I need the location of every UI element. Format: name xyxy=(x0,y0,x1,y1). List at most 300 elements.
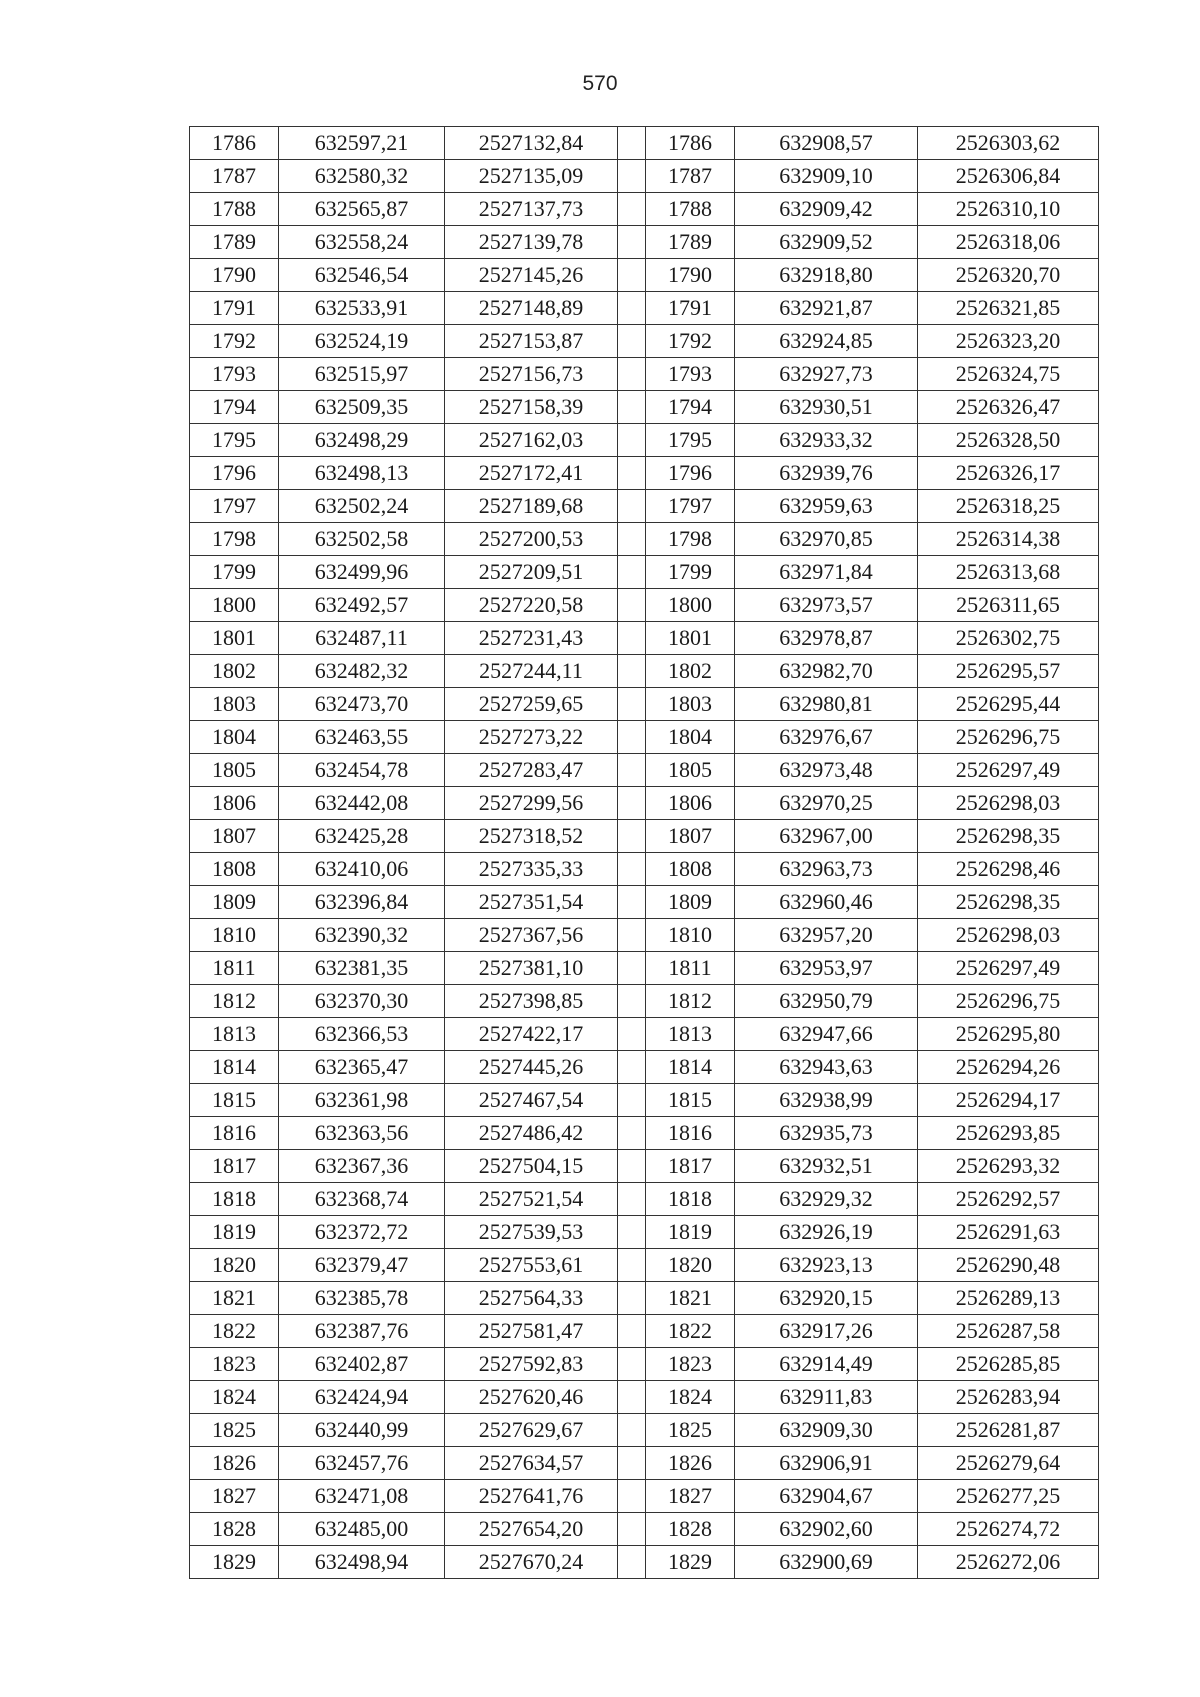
left-x-coordinate-cell: 632387,76 xyxy=(279,1315,445,1348)
separator-cell xyxy=(618,1447,646,1480)
right-point-number-cell: 1810 xyxy=(646,919,735,952)
table-row xyxy=(190,688,1099,721)
separator-cell xyxy=(618,1414,646,1447)
left-point-number-cell: 1815 xyxy=(190,1084,279,1117)
table-row xyxy=(190,985,1099,1018)
right-y-coordinate-cell: 2526285,85 xyxy=(918,1348,1099,1381)
left-x-coordinate-cell: 632515,97 xyxy=(279,358,445,391)
table-row xyxy=(190,787,1099,820)
left-y-coordinate-cell: 2527629,67 xyxy=(445,1414,618,1447)
right-point-number-cell: 1796 xyxy=(646,457,735,490)
left-point-number-cell: 1789 xyxy=(190,226,279,259)
left-y-coordinate-cell: 2527504,15 xyxy=(445,1150,618,1183)
left-x-coordinate-cell: 632381,35 xyxy=(279,952,445,985)
left-point-number-cell: 1804 xyxy=(190,721,279,754)
right-point-number-cell: 1820 xyxy=(646,1249,735,1282)
left-x-coordinate-cell: 632385,78 xyxy=(279,1282,445,1315)
table-row xyxy=(190,1150,1099,1183)
left-x-coordinate-cell: 632361,98 xyxy=(279,1084,445,1117)
table-row xyxy=(190,424,1099,457)
right-x-coordinate-cell: 632902,60 xyxy=(735,1513,918,1546)
right-point-number-cell: 1786 xyxy=(646,127,735,160)
table-row xyxy=(190,391,1099,424)
right-point-number-cell: 1794 xyxy=(646,391,735,424)
left-x-coordinate-cell: 632457,76 xyxy=(279,1447,445,1480)
right-point-number-cell: 1804 xyxy=(646,721,735,754)
table-row xyxy=(190,820,1099,853)
left-y-coordinate-cell: 2527620,46 xyxy=(445,1381,618,1414)
right-point-number-cell: 1797 xyxy=(646,490,735,523)
separator-cell xyxy=(618,919,646,952)
right-y-coordinate-cell: 2526292,57 xyxy=(918,1183,1099,1216)
left-point-number-cell: 1812 xyxy=(190,985,279,1018)
left-x-coordinate-cell: 632524,19 xyxy=(279,325,445,358)
left-point-number-cell: 1808 xyxy=(190,853,279,886)
table-row xyxy=(190,1084,1099,1117)
right-x-coordinate-cell: 632921,87 xyxy=(735,292,918,325)
right-y-coordinate-cell: 2526297,49 xyxy=(918,754,1099,787)
right-x-coordinate-cell: 632959,63 xyxy=(735,490,918,523)
right-x-coordinate-cell: 632933,32 xyxy=(735,424,918,457)
table-row xyxy=(190,1513,1099,1546)
right-y-coordinate-cell: 2526310,10 xyxy=(918,193,1099,226)
left-point-number-cell: 1817 xyxy=(190,1150,279,1183)
left-x-coordinate-cell: 632425,28 xyxy=(279,820,445,853)
right-y-coordinate-cell: 2526295,57 xyxy=(918,655,1099,688)
separator-cell xyxy=(618,523,646,556)
right-point-number-cell: 1792 xyxy=(646,325,735,358)
right-y-coordinate-cell: 2526318,06 xyxy=(918,226,1099,259)
right-x-coordinate-cell: 632935,73 xyxy=(735,1117,918,1150)
table-row xyxy=(190,1414,1099,1447)
table-row xyxy=(190,556,1099,589)
separator-cell xyxy=(618,820,646,853)
separator-cell xyxy=(618,259,646,292)
table-row xyxy=(190,721,1099,754)
left-point-number-cell: 1796 xyxy=(190,457,279,490)
separator-cell xyxy=(618,721,646,754)
left-y-coordinate-cell: 2527172,41 xyxy=(445,457,618,490)
left-point-number-cell: 1823 xyxy=(190,1348,279,1381)
left-point-number-cell: 1829 xyxy=(190,1546,279,1579)
right-x-coordinate-cell: 632950,79 xyxy=(735,985,918,1018)
right-x-coordinate-cell: 632960,46 xyxy=(735,886,918,919)
separator-cell xyxy=(618,1018,646,1051)
right-point-number-cell: 1818 xyxy=(646,1183,735,1216)
left-x-coordinate-cell: 632379,47 xyxy=(279,1249,445,1282)
right-y-coordinate-cell: 2526293,32 xyxy=(918,1150,1099,1183)
left-y-coordinate-cell: 2527283,47 xyxy=(445,754,618,787)
table-row xyxy=(190,193,1099,226)
table-row xyxy=(190,655,1099,688)
left-y-coordinate-cell: 2527581,47 xyxy=(445,1315,618,1348)
right-y-coordinate-cell: 2526298,03 xyxy=(918,787,1099,820)
right-x-coordinate-cell: 632906,91 xyxy=(735,1447,918,1480)
right-x-coordinate-cell: 632929,32 xyxy=(735,1183,918,1216)
left-x-coordinate-cell: 632396,84 xyxy=(279,886,445,919)
right-y-coordinate-cell: 2526324,75 xyxy=(918,358,1099,391)
right-y-coordinate-cell: 2526295,44 xyxy=(918,688,1099,721)
left-x-coordinate-cell: 632509,35 xyxy=(279,391,445,424)
table-row xyxy=(190,589,1099,622)
right-x-coordinate-cell: 632938,99 xyxy=(735,1084,918,1117)
table-row xyxy=(190,457,1099,490)
right-x-coordinate-cell: 632971,84 xyxy=(735,556,918,589)
right-y-coordinate-cell: 2526328,50 xyxy=(918,424,1099,457)
coordinates-table-body xyxy=(190,127,1099,1579)
coordinates-table xyxy=(189,126,1099,1579)
left-y-coordinate-cell: 2527148,89 xyxy=(445,292,618,325)
left-point-number-cell: 1820 xyxy=(190,1249,279,1282)
left-y-coordinate-cell: 2527398,85 xyxy=(445,985,618,1018)
left-point-number-cell: 1824 xyxy=(190,1381,279,1414)
left-point-number-cell: 1825 xyxy=(190,1414,279,1447)
left-y-coordinate-cell: 2527654,20 xyxy=(445,1513,618,1546)
separator-cell xyxy=(618,1183,646,1216)
right-point-number-cell: 1805 xyxy=(646,754,735,787)
left-point-number-cell: 1794 xyxy=(190,391,279,424)
table-row xyxy=(190,1315,1099,1348)
left-point-number-cell: 1797 xyxy=(190,490,279,523)
right-point-number-cell: 1806 xyxy=(646,787,735,820)
right-point-number-cell: 1798 xyxy=(646,523,735,556)
left-y-coordinate-cell: 2527153,87 xyxy=(445,325,618,358)
left-point-number-cell: 1828 xyxy=(190,1513,279,1546)
right-x-coordinate-cell: 632909,52 xyxy=(735,226,918,259)
left-y-coordinate-cell: 2527209,51 xyxy=(445,556,618,589)
separator-cell xyxy=(618,193,646,226)
right-x-coordinate-cell: 632939,76 xyxy=(735,457,918,490)
right-point-number-cell: 1808 xyxy=(646,853,735,886)
left-point-number-cell: 1821 xyxy=(190,1282,279,1315)
table-row xyxy=(190,886,1099,919)
right-x-coordinate-cell: 632970,85 xyxy=(735,523,918,556)
table-row xyxy=(190,226,1099,259)
separator-cell xyxy=(618,853,646,886)
left-point-number-cell: 1806 xyxy=(190,787,279,820)
right-x-coordinate-cell: 632909,42 xyxy=(735,193,918,226)
right-y-coordinate-cell: 2526321,85 xyxy=(918,292,1099,325)
right-x-coordinate-cell: 632980,81 xyxy=(735,688,918,721)
left-x-coordinate-cell: 632473,70 xyxy=(279,688,445,721)
left-y-coordinate-cell: 2527145,26 xyxy=(445,259,618,292)
separator-cell xyxy=(618,886,646,919)
right-point-number-cell: 1824 xyxy=(646,1381,735,1414)
separator-cell xyxy=(618,1117,646,1150)
right-point-number-cell: 1817 xyxy=(646,1150,735,1183)
left-point-number-cell: 1799 xyxy=(190,556,279,589)
right-y-coordinate-cell: 2526302,75 xyxy=(918,622,1099,655)
left-y-coordinate-cell: 2527158,39 xyxy=(445,391,618,424)
left-x-coordinate-cell: 632471,08 xyxy=(279,1480,445,1513)
separator-cell xyxy=(618,391,646,424)
left-point-number-cell: 1798 xyxy=(190,523,279,556)
right-point-number-cell: 1790 xyxy=(646,259,735,292)
separator-cell xyxy=(618,325,646,358)
right-y-coordinate-cell: 2526318,25 xyxy=(918,490,1099,523)
table-row xyxy=(190,622,1099,655)
separator-cell xyxy=(618,424,646,457)
right-y-coordinate-cell: 2526298,35 xyxy=(918,820,1099,853)
right-point-number-cell: 1787 xyxy=(646,160,735,193)
right-point-number-cell: 1807 xyxy=(646,820,735,853)
left-x-coordinate-cell: 632487,11 xyxy=(279,622,445,655)
right-x-coordinate-cell: 632900,69 xyxy=(735,1546,918,1579)
left-point-number-cell: 1822 xyxy=(190,1315,279,1348)
right-y-coordinate-cell: 2526326,17 xyxy=(918,457,1099,490)
separator-cell xyxy=(618,1216,646,1249)
left-point-number-cell: 1826 xyxy=(190,1447,279,1480)
right-y-coordinate-cell: 2526295,80 xyxy=(918,1018,1099,1051)
right-y-coordinate-cell: 2526290,48 xyxy=(918,1249,1099,1282)
left-y-coordinate-cell: 2527539,53 xyxy=(445,1216,618,1249)
right-x-coordinate-cell: 632932,51 xyxy=(735,1150,918,1183)
table-row xyxy=(190,1480,1099,1513)
left-y-coordinate-cell: 2527220,58 xyxy=(445,589,618,622)
separator-cell xyxy=(618,1282,646,1315)
left-x-coordinate-cell: 632498,29 xyxy=(279,424,445,457)
left-y-coordinate-cell: 2527381,10 xyxy=(445,952,618,985)
left-y-coordinate-cell: 2527244,11 xyxy=(445,655,618,688)
right-y-coordinate-cell: 2526283,94 xyxy=(918,1381,1099,1414)
right-x-coordinate-cell: 632909,30 xyxy=(735,1414,918,1447)
separator-cell xyxy=(618,1051,646,1084)
table-row xyxy=(190,754,1099,787)
right-y-coordinate-cell: 2526311,65 xyxy=(918,589,1099,622)
table-row xyxy=(190,853,1099,886)
right-x-coordinate-cell: 632943,63 xyxy=(735,1051,918,1084)
table-row xyxy=(190,292,1099,325)
separator-cell xyxy=(618,1249,646,1282)
right-point-number-cell: 1825 xyxy=(646,1414,735,1447)
right-x-coordinate-cell: 632947,66 xyxy=(735,1018,918,1051)
right-x-coordinate-cell: 632976,67 xyxy=(735,721,918,754)
left-x-coordinate-cell: 632365,47 xyxy=(279,1051,445,1084)
left-y-coordinate-cell: 2527135,09 xyxy=(445,160,618,193)
right-x-coordinate-cell: 632967,00 xyxy=(735,820,918,853)
left-point-number-cell: 1787 xyxy=(190,160,279,193)
left-point-number-cell: 1814 xyxy=(190,1051,279,1084)
separator-cell xyxy=(618,1546,646,1579)
page-number: 570 xyxy=(582,72,618,95)
table-row xyxy=(190,1348,1099,1381)
left-point-number-cell: 1791 xyxy=(190,292,279,325)
left-x-coordinate-cell: 632498,94 xyxy=(279,1546,445,1579)
left-point-number-cell: 1809 xyxy=(190,886,279,919)
left-y-coordinate-cell: 2527335,33 xyxy=(445,853,618,886)
left-y-coordinate-cell: 2527200,53 xyxy=(445,523,618,556)
separator-cell xyxy=(618,490,646,523)
right-x-coordinate-cell: 632918,80 xyxy=(735,259,918,292)
left-x-coordinate-cell: 632597,21 xyxy=(279,127,445,160)
separator-cell xyxy=(618,1381,646,1414)
separator-cell xyxy=(618,1480,646,1513)
left-x-coordinate-cell: 632390,32 xyxy=(279,919,445,952)
right-point-number-cell: 1828 xyxy=(646,1513,735,1546)
left-x-coordinate-cell: 632492,57 xyxy=(279,589,445,622)
right-x-coordinate-cell: 632914,49 xyxy=(735,1348,918,1381)
separator-cell xyxy=(618,556,646,589)
right-x-coordinate-cell: 632970,25 xyxy=(735,787,918,820)
left-point-number-cell: 1819 xyxy=(190,1216,279,1249)
left-y-coordinate-cell: 2527139,78 xyxy=(445,226,618,259)
left-x-coordinate-cell: 632363,56 xyxy=(279,1117,445,1150)
right-x-coordinate-cell: 632908,57 xyxy=(735,127,918,160)
left-x-coordinate-cell: 632482,32 xyxy=(279,655,445,688)
separator-cell xyxy=(618,292,646,325)
left-x-coordinate-cell: 632498,13 xyxy=(279,457,445,490)
table-row xyxy=(190,1117,1099,1150)
left-y-coordinate-cell: 2527670,24 xyxy=(445,1546,618,1579)
left-x-coordinate-cell: 632565,87 xyxy=(279,193,445,226)
separator-cell xyxy=(618,1348,646,1381)
left-y-coordinate-cell: 2527564,33 xyxy=(445,1282,618,1315)
right-point-number-cell: 1793 xyxy=(646,358,735,391)
table-row xyxy=(190,1381,1099,1414)
left-x-coordinate-cell: 632368,74 xyxy=(279,1183,445,1216)
right-x-coordinate-cell: 632973,48 xyxy=(735,754,918,787)
table-row xyxy=(190,1018,1099,1051)
right-point-number-cell: 1816 xyxy=(646,1117,735,1150)
separator-cell xyxy=(618,226,646,259)
separator-cell xyxy=(618,622,646,655)
right-y-coordinate-cell: 2526274,72 xyxy=(918,1513,1099,1546)
table-row xyxy=(190,160,1099,193)
left-point-number-cell: 1800 xyxy=(190,589,279,622)
left-y-coordinate-cell: 2527634,57 xyxy=(445,1447,618,1480)
table-row xyxy=(190,259,1099,292)
right-y-coordinate-cell: 2526294,17 xyxy=(918,1084,1099,1117)
right-point-number-cell: 1827 xyxy=(646,1480,735,1513)
right-y-coordinate-cell: 2526279,64 xyxy=(918,1447,1099,1480)
table-row xyxy=(190,1216,1099,1249)
left-y-coordinate-cell: 2527162,03 xyxy=(445,424,618,457)
right-y-coordinate-cell: 2526314,38 xyxy=(918,523,1099,556)
right-y-coordinate-cell: 2526294,26 xyxy=(918,1051,1099,1084)
right-x-coordinate-cell: 632978,87 xyxy=(735,622,918,655)
right-point-number-cell: 1815 xyxy=(646,1084,735,1117)
left-x-coordinate-cell: 632442,08 xyxy=(279,787,445,820)
separator-cell xyxy=(618,787,646,820)
left-x-coordinate-cell: 632502,24 xyxy=(279,490,445,523)
left-x-coordinate-cell: 632424,94 xyxy=(279,1381,445,1414)
separator-cell xyxy=(618,457,646,490)
left-x-coordinate-cell: 632370,30 xyxy=(279,985,445,1018)
right-x-coordinate-cell: 632930,51 xyxy=(735,391,918,424)
right-y-coordinate-cell: 2526277,25 xyxy=(918,1480,1099,1513)
table-row xyxy=(190,1249,1099,1282)
right-y-coordinate-cell: 2526320,70 xyxy=(918,259,1099,292)
right-y-coordinate-cell: 2526296,75 xyxy=(918,721,1099,754)
right-x-coordinate-cell: 632953,97 xyxy=(735,952,918,985)
left-y-coordinate-cell: 2527592,83 xyxy=(445,1348,618,1381)
left-point-number-cell: 1786 xyxy=(190,127,279,160)
right-x-coordinate-cell: 632923,13 xyxy=(735,1249,918,1282)
left-x-coordinate-cell: 632410,06 xyxy=(279,853,445,886)
left-y-coordinate-cell: 2527299,56 xyxy=(445,787,618,820)
table-row xyxy=(190,358,1099,391)
left-y-coordinate-cell: 2527318,52 xyxy=(445,820,618,853)
right-x-coordinate-cell: 632904,67 xyxy=(735,1480,918,1513)
separator-cell xyxy=(618,589,646,622)
table-row xyxy=(190,952,1099,985)
separator-cell xyxy=(618,985,646,1018)
right-point-number-cell: 1801 xyxy=(646,622,735,655)
left-point-number-cell: 1793 xyxy=(190,358,279,391)
left-point-number-cell: 1811 xyxy=(190,952,279,985)
separator-cell xyxy=(618,160,646,193)
right-x-coordinate-cell: 632927,73 xyxy=(735,358,918,391)
left-y-coordinate-cell: 2527273,22 xyxy=(445,721,618,754)
right-y-coordinate-cell: 2526313,68 xyxy=(918,556,1099,589)
right-point-number-cell: 1821 xyxy=(646,1282,735,1315)
right-x-coordinate-cell: 632957,20 xyxy=(735,919,918,952)
table-row xyxy=(190,127,1099,160)
left-x-coordinate-cell: 632546,54 xyxy=(279,259,445,292)
left-point-number-cell: 1813 xyxy=(190,1018,279,1051)
left-y-coordinate-cell: 2527132,84 xyxy=(445,127,618,160)
separator-cell xyxy=(618,1315,646,1348)
left-y-coordinate-cell: 2527137,73 xyxy=(445,193,618,226)
left-x-coordinate-cell: 632485,00 xyxy=(279,1513,445,1546)
right-point-number-cell: 1789 xyxy=(646,226,735,259)
right-y-coordinate-cell: 2526289,13 xyxy=(918,1282,1099,1315)
left-x-coordinate-cell: 632499,96 xyxy=(279,556,445,589)
separator-cell xyxy=(618,688,646,721)
left-y-coordinate-cell: 2527486,42 xyxy=(445,1117,618,1150)
left-y-coordinate-cell: 2527259,65 xyxy=(445,688,618,721)
left-y-coordinate-cell: 2527156,73 xyxy=(445,358,618,391)
left-point-number-cell: 1790 xyxy=(190,259,279,292)
left-point-number-cell: 1795 xyxy=(190,424,279,457)
right-point-number-cell: 1803 xyxy=(646,688,735,721)
separator-cell xyxy=(618,655,646,688)
left-x-coordinate-cell: 632367,36 xyxy=(279,1150,445,1183)
right-y-coordinate-cell: 2526298,35 xyxy=(918,886,1099,919)
left-x-coordinate-cell: 632463,55 xyxy=(279,721,445,754)
right-point-number-cell: 1812 xyxy=(646,985,735,1018)
right-point-number-cell: 1829 xyxy=(646,1546,735,1579)
left-point-number-cell: 1802 xyxy=(190,655,279,688)
right-y-coordinate-cell: 2526298,03 xyxy=(918,919,1099,952)
right-x-coordinate-cell: 632926,19 xyxy=(735,1216,918,1249)
right-y-coordinate-cell: 2526306,84 xyxy=(918,160,1099,193)
table-row xyxy=(190,1447,1099,1480)
right-x-coordinate-cell: 632963,73 xyxy=(735,853,918,886)
left-y-coordinate-cell: 2527553,61 xyxy=(445,1249,618,1282)
right-point-number-cell: 1823 xyxy=(646,1348,735,1381)
table-row xyxy=(190,1546,1099,1579)
separator-cell xyxy=(618,952,646,985)
separator-cell xyxy=(618,1513,646,1546)
left-y-coordinate-cell: 2527189,68 xyxy=(445,490,618,523)
left-y-coordinate-cell: 2527422,17 xyxy=(445,1018,618,1051)
left-y-coordinate-cell: 2527367,56 xyxy=(445,919,618,952)
separator-cell xyxy=(618,127,646,160)
right-x-coordinate-cell: 632920,15 xyxy=(735,1282,918,1315)
left-point-number-cell: 1818 xyxy=(190,1183,279,1216)
separator-cell xyxy=(618,1150,646,1183)
left-x-coordinate-cell: 632580,32 xyxy=(279,160,445,193)
right-y-coordinate-cell: 2526323,20 xyxy=(918,325,1099,358)
right-point-number-cell: 1795 xyxy=(646,424,735,457)
right-point-number-cell: 1802 xyxy=(646,655,735,688)
left-point-number-cell: 1788 xyxy=(190,193,279,226)
left-x-coordinate-cell: 632502,58 xyxy=(279,523,445,556)
right-point-number-cell: 1826 xyxy=(646,1447,735,1480)
left-y-coordinate-cell: 2527467,54 xyxy=(445,1084,618,1117)
left-point-number-cell: 1807 xyxy=(190,820,279,853)
